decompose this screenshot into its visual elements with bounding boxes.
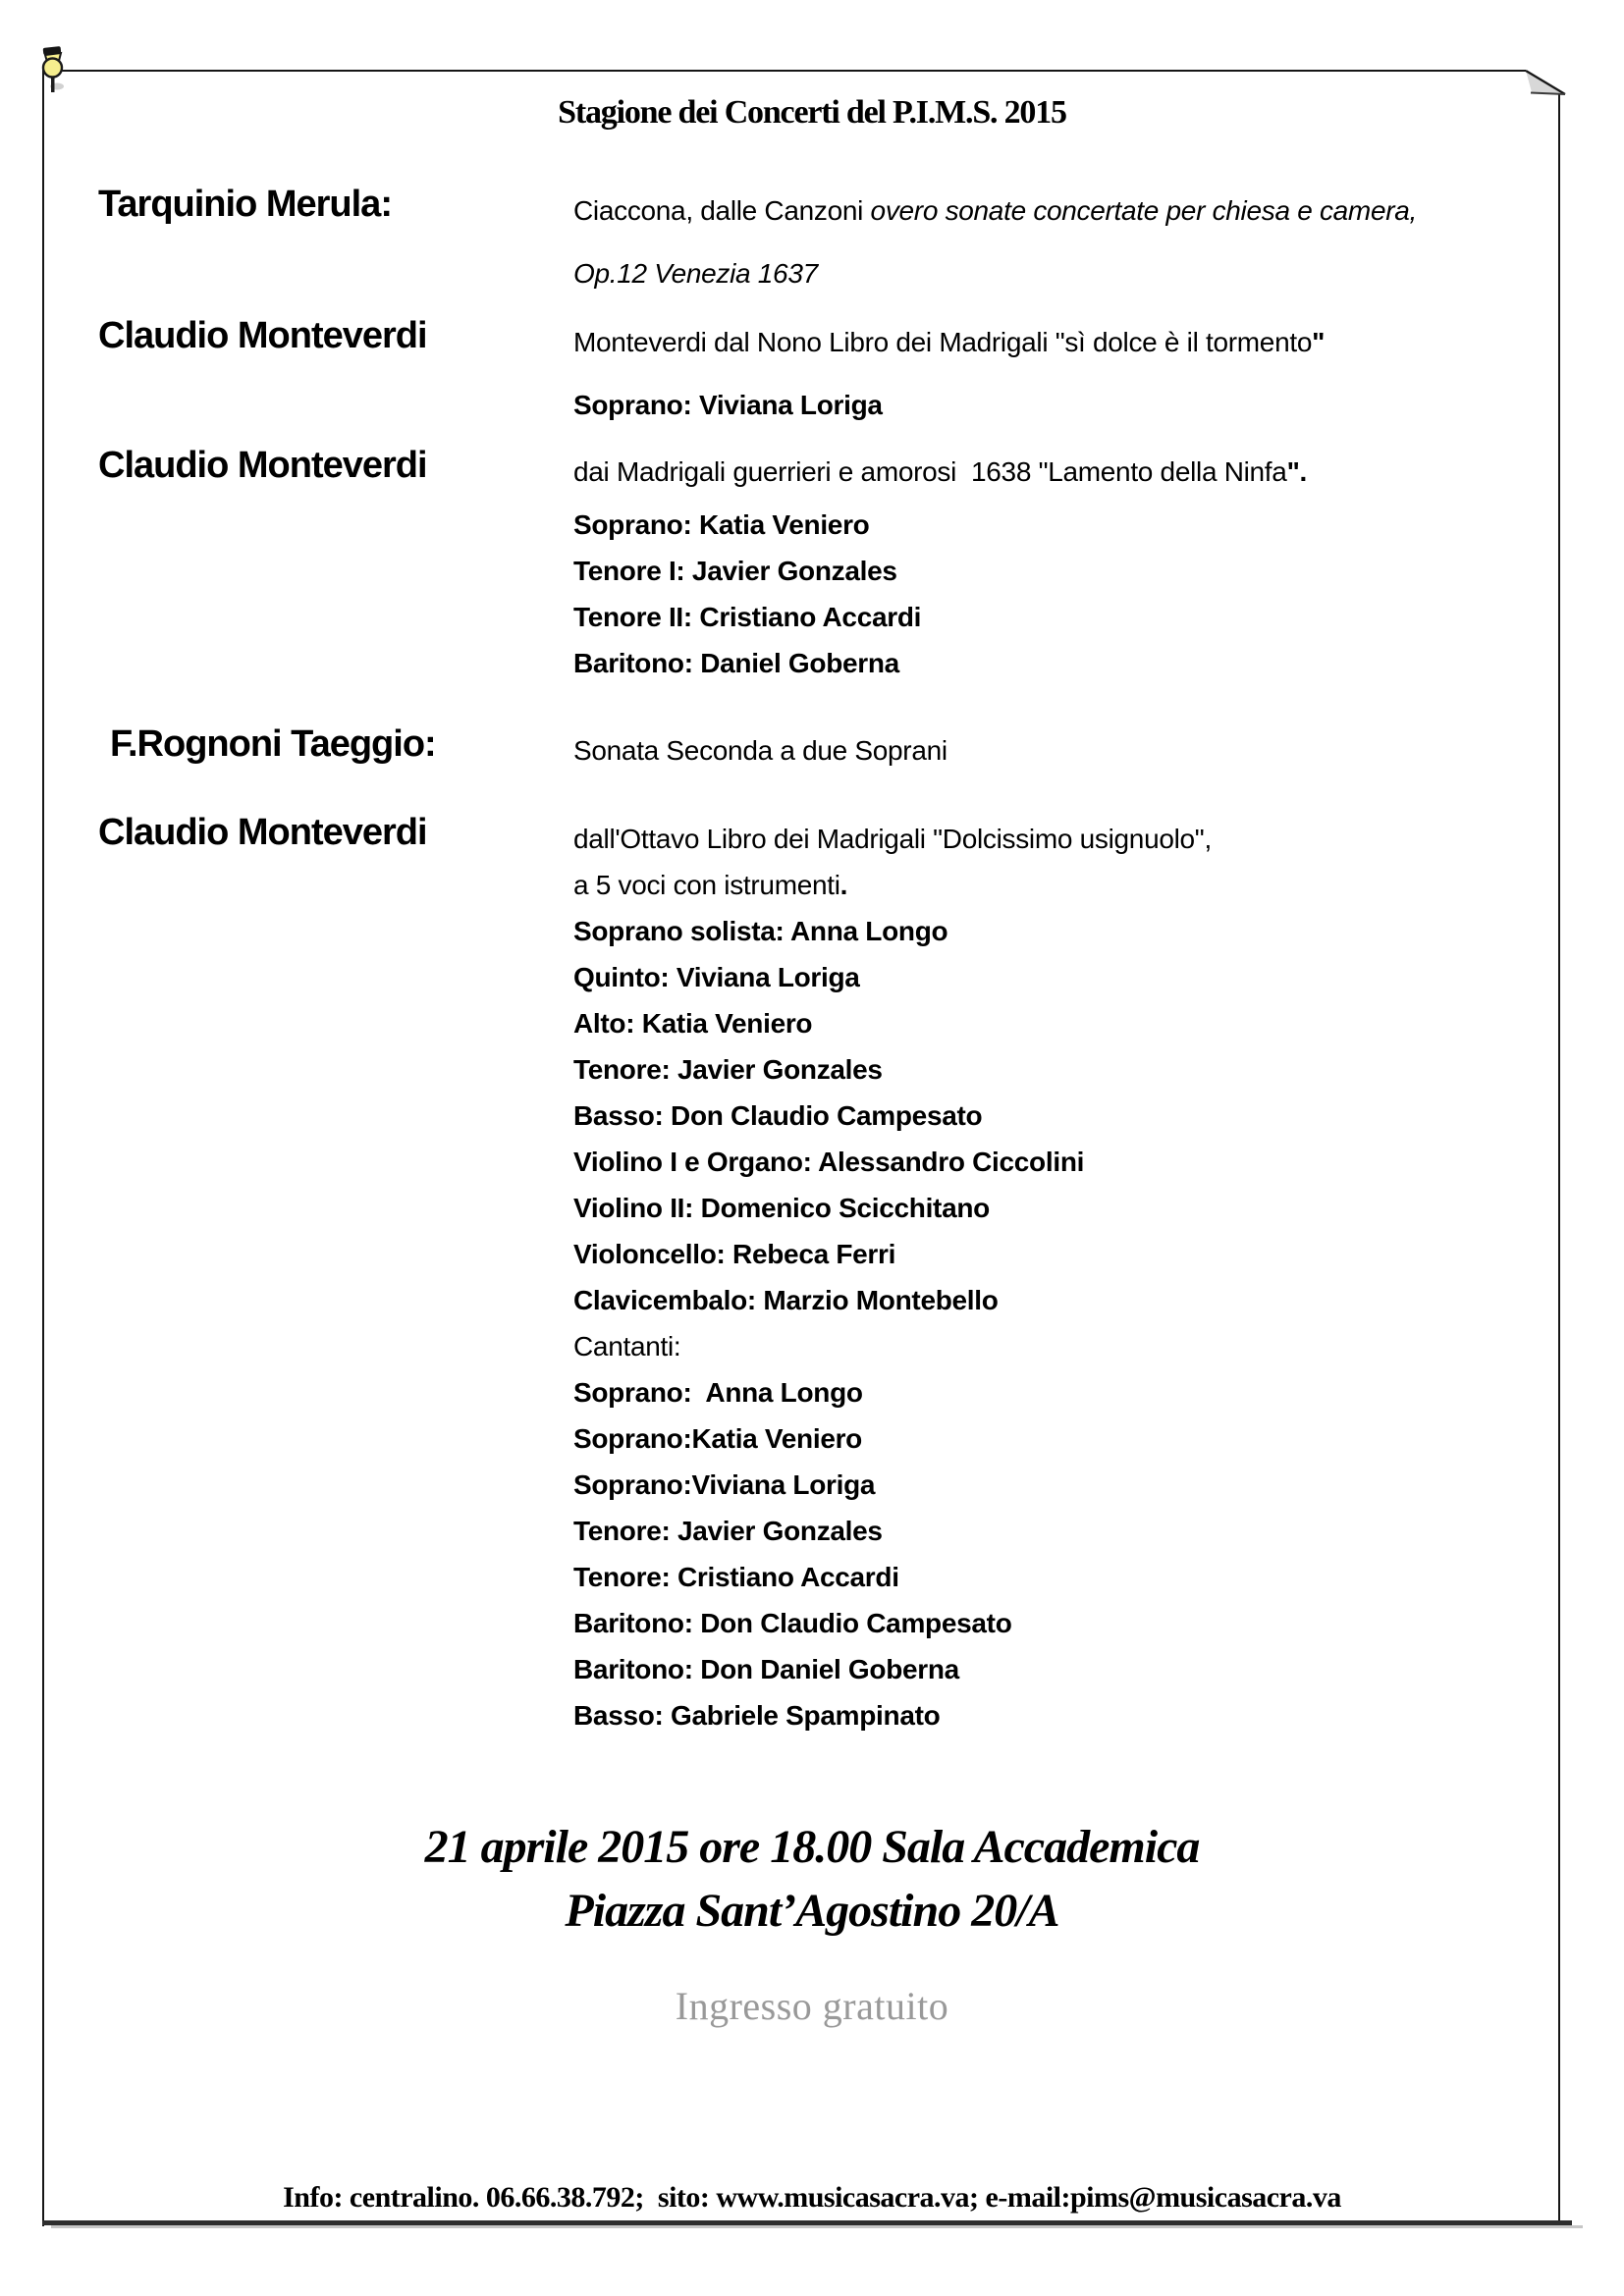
detail-line: Soprano: Katia Veniero [573,509,870,540]
detail-line: Basso: Gabriele Spampinato [573,1700,941,1731]
detail-line: Violoncello: Rebeca Ferri [573,1239,896,1269]
detail-line: Tenore: Javier Gonzales [573,1516,883,1546]
detail-line: Violino I e Organo: Alessandro Ciccolini [573,1147,1085,1177]
composer-name: Claudio Monteverdi [98,315,427,356]
program-details [573,722,1555,768]
detail-line: Violino II: Domenico Scicchitano [573,1193,990,1223]
detail-line: Sonata Seconda a due Soprani [573,735,947,766]
program-details [573,183,1555,291]
program-details [573,444,1555,693]
detail-line: Op.12 Venezia 1637 [573,258,818,289]
detail-line: Soprano: Anna Longo [573,1377,863,1408]
composer-name: Claudio Monteverdi [98,812,427,853]
detail-line: Tenore II: Cristiano Accardi [573,602,922,632]
event-details [0,1815,1624,1943]
detail-line: Clavicembalo: Marzio Montebello [573,1285,999,1315]
detail-line: Soprano: Viviana Loriga [573,390,883,420]
detail-line: Basso: Don Claudio Campesato [573,1100,983,1131]
page-border-top [42,70,1526,72]
detail-line: dall'Ottavo Libro dei Madrigali "Dolcissimo usignuolo", [573,824,1212,854]
program-details [573,314,1555,422]
event-datetime: 21 aprile 2015 ore 18.00 Sala Accademica [424,1821,1200,1873]
detail-line: dai Madrigali guerrieri e amorosi 1638 "Lamento della Ninfa". [573,456,1308,487]
detail-line: Alto: Katia Veniero [573,1008,813,1039]
footer-info: Info: centralino. 06.66.38.792; sito: www.musicasacra.va; e-mail:pims@musicasacra.va [283,2181,1341,2214]
composer-name: F.Rognoni Taeggio: [110,723,436,765]
detail-line: Baritono: Daniel Goberna [573,648,899,678]
detail-line: Baritono: Don Daniel Goberna [573,1654,959,1684]
detail-line: Ciaccona, dalle Canzoni overo sonate concertate per chiesa e camera, [573,195,1417,226]
page-border-bottom-shadow [51,2225,1583,2228]
page-title: Stagione dei Concerti del P.I.M.S. 2015 [558,94,1066,131]
detail-line: Soprano:Viviana Loriga [573,1469,876,1500]
detail-line: Quinto: Viviana Loriga [573,962,860,992]
admission-note: Ingresso gratuito [675,1984,949,2028]
event-venue: Piazza Sant’Agostino 20/A [565,1885,1059,1937]
detail-line: Tenore: Cristiano Accardi [573,1562,899,1592]
composer-name: Tarquinio Merula: [98,184,392,225]
detail-line: Tenore: Javier Gonzales [573,1054,883,1085]
detail-line: Cantanti: [573,1331,681,1362]
program-details [573,811,1555,1745]
detail-line: Tenore I: Javier Gonzales [573,556,897,586]
detail-line: Baritono: Don Claudio Campesato [573,1608,1012,1638]
composer-name: Claudio Monteverdi [98,445,427,486]
detail-line: a 5 voci con istrumenti. [573,870,848,900]
detail-line: Soprano:Katia Veniero [573,1423,862,1454]
detail-line: Monteverdi dal Nono Libro dei Madrigali "sì dolce è il tormento" [573,327,1326,357]
detail-line: Soprano solista: Anna Longo [573,916,948,946]
